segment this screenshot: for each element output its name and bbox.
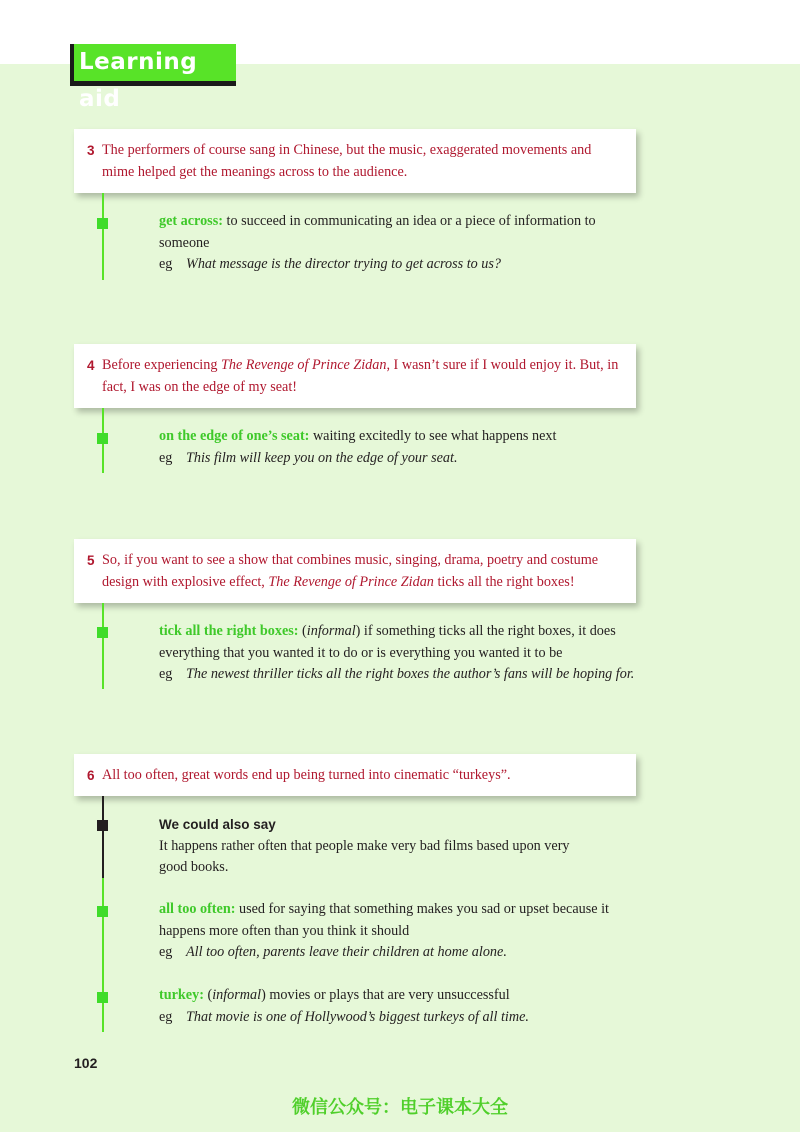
- item-number: 5: [87, 553, 95, 568]
- bullet-square-icon: [97, 433, 108, 444]
- example-sentence: What message is the director trying to get across to us?: [186, 256, 501, 272]
- example-sentence: The newest thriller ticks all the right boxes the author’s fans will be hoping for.: [186, 666, 635, 682]
- entry-line: [102, 193, 104, 280]
- eg-label: eg: [159, 449, 173, 466]
- eg-label: eg: [159, 944, 173, 960]
- sentence-title: The Revenge of Prince Zidan: [268, 573, 434, 590]
- page-number: 102: [74, 1055, 98, 1071]
- sentence-text: Before experiencing: [102, 357, 221, 373]
- sentence-text: , I wasn’t sure if I would enjoy it. But, in fact, I was on the edge of my seat!: [102, 357, 619, 395]
- vocab-definition: used for saying that something makes you sad or upset because it happens more often than you think it should: [159, 901, 609, 939]
- also-say-text: It happens rather often that people make very bad films based upon very good books.: [159, 837, 570, 875]
- sentence-text: The performers of course sang in Chinese, but the music, exaggerated movements and mime helped get the meanings across to the audience.: [102, 142, 592, 180]
- bullet-square-icon: [97, 992, 108, 1003]
- bullet-square-icon: [97, 906, 108, 917]
- sentence-box-4: [74, 344, 636, 408]
- vocab-term: tick all the right boxes:: [159, 623, 299, 639]
- vocab-term: all too often:: [159, 901, 236, 917]
- eg-label: eg: [159, 256, 173, 272]
- also-say-block: [159, 814, 639, 879]
- eg-label: eg: [159, 1008, 173, 1025]
- sentence-box-3: [74, 129, 636, 193]
- register-label: informal: [212, 987, 262, 1003]
- vocab-term: on the edge of one’s seat:: [159, 428, 310, 444]
- vocab-entry: [159, 899, 639, 964]
- bullet-square-icon: [97, 627, 108, 638]
- sentence-text: ticks all the right boxes!: [433, 573, 575, 590]
- bullet-square-icon: [97, 218, 108, 229]
- vocab-term: turkey:: [159, 987, 204, 1003]
- vocab-entry: [159, 985, 639, 1028]
- register-label: informal: [306, 623, 356, 639]
- example-sentence: This film will keep you on the edge of your seat.: [186, 449, 458, 466]
- eg-label: eg: [159, 666, 173, 682]
- entry-line: [102, 603, 104, 689]
- vocab-definition: to succeed in communicating an idea or a piece of information to someone: [159, 213, 596, 251]
- vocab-definition: ) movies or plays that are very unsuccessful: [261, 987, 510, 1003]
- vocab-definition: ) if something ticks all the right boxes, it does everything that you wanted it to do or is everything you wanted it to be: [159, 623, 616, 661]
- footer-text: 微信公众号：电子课本大全: [292, 1097, 508, 1118]
- also-say-line: [102, 796, 104, 878]
- sentence-box-5: [74, 539, 636, 603]
- item-number: 3: [87, 143, 95, 158]
- vocab-definition: waiting excitedly to see what happens next: [309, 428, 557, 444]
- example-sentence: That movie is one of Hollywood’s biggest turkeys of all time.: [186, 1008, 529, 1025]
- vocab-term: get across:: [159, 213, 223, 229]
- item-number: 4: [87, 358, 95, 373]
- bullet-square-icon: [97, 820, 108, 831]
- sentence-title: The Revenge of Prince Zidan: [220, 357, 387, 373]
- vocab-entry: [159, 621, 639, 686]
- also-say-heading: We could also say: [159, 817, 276, 832]
- entry-line: [102, 878, 104, 1032]
- sentence-box-6: [74, 754, 636, 796]
- example-sentence: All too often, parents leave their children at home alone.: [186, 944, 507, 960]
- sentence-text: So, if you want to see a show that combines music, singing, drama, poetry and costume design with explosive effect,: [102, 552, 599, 590]
- vocab-entry: [159, 211, 639, 276]
- vocab-definition: (: [203, 987, 213, 1003]
- sentence-text: All too often, great words end up being turned into cinematic “turkeys”.: [102, 767, 511, 783]
- vocab-entry: [159, 426, 639, 469]
- item-number: 6: [87, 768, 95, 783]
- vocab-definition: (: [298, 623, 307, 639]
- learning-aid-tag: Learning aid: [74, 44, 236, 81]
